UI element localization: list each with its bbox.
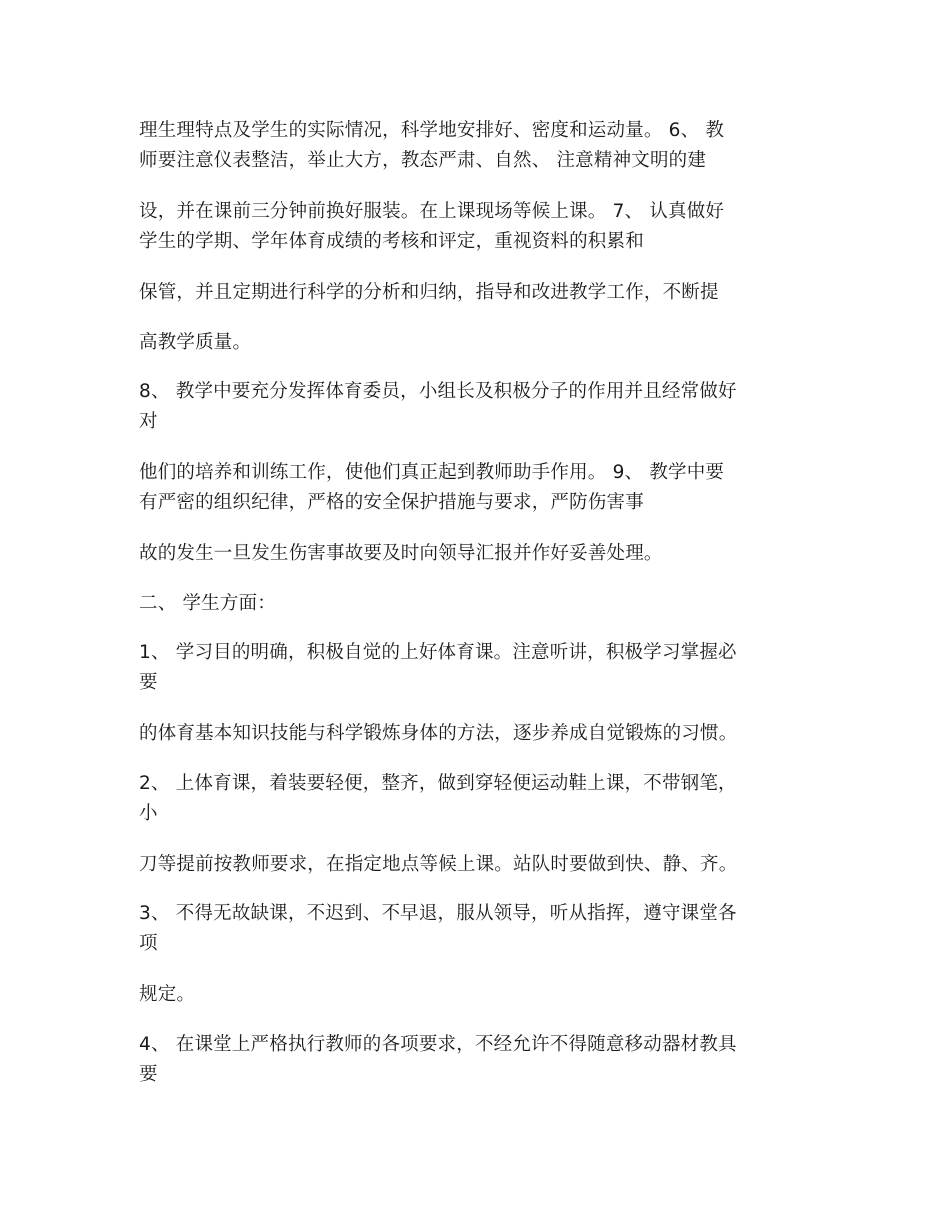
text-line: 高教学质量。	[139, 332, 252, 353]
text-line: 1、 学习目的明确，积极自觉的上好体育课。注意听讲，积极学习掌握必	[139, 642, 737, 663]
section-heading: 二、 学生方面：	[139, 593, 276, 614]
text-line: 故的发生一旦发生伤害事故要及时向领导汇报并作好妥善处理。	[139, 543, 663, 564]
text-line: 要	[139, 1064, 158, 1085]
text-line: 2、 上体育课，着装要轻便，整齐，做到穿轻便运动鞋上课，不带钢笔，	[139, 773, 737, 794]
text-line: 学生的学期、学年体育成绩的考核和评定，重视资料的积累和	[139, 231, 644, 252]
text-line: 设，并在课前三分钟前换好服装。在上课现场等候上课。 7、 认真做好	[139, 201, 725, 222]
text-line: 小	[139, 803, 158, 824]
text-line: 规定。	[139, 984, 196, 1005]
text-line: 刀等提前按教师要求，在指定地点等候上课。站队时要做到快、静、齐。	[139, 854, 738, 875]
text-line: 理生理特点及学生的实际情况，科学地安排好、密度和运动量。 6、 教	[139, 120, 725, 141]
text-line: 的体育基本知识技能与科学锻炼身体的方法，逐步养成自觉锻炼的习惯。	[139, 723, 738, 744]
text-line: 4、 在课堂上严格执行教师的各项要求，不经允许不得随意移动器材教具	[139, 1034, 737, 1055]
text-line: 8、 教学中要充分发挥体育委员，小组长及积极分子的作用并且经常做好	[139, 381, 737, 402]
text-line: 3、 不得无故缺课，不迟到、不早退，服从领导，听从指挥，遵守课堂各	[139, 903, 737, 924]
text-line: 保管，并且定期进行科学的分析和归纳，指导和改进教学工作，不断提	[139, 282, 719, 303]
text-line: 项	[139, 933, 158, 954]
text-line: 对	[139, 411, 158, 432]
text-line: 有严密的组织纪律，严格的安全保护措施与要求，严防伤害事	[139, 492, 644, 513]
text-line: 他们的培养和训练工作，使他们真正起到教师助手作用。 9、 教学中要	[139, 462, 725, 483]
text-line: 要	[139, 672, 158, 693]
text-line: 师要注意仪表整洁，举止大方，教态严肃、自然、 注意精神文明的建	[139, 150, 707, 171]
